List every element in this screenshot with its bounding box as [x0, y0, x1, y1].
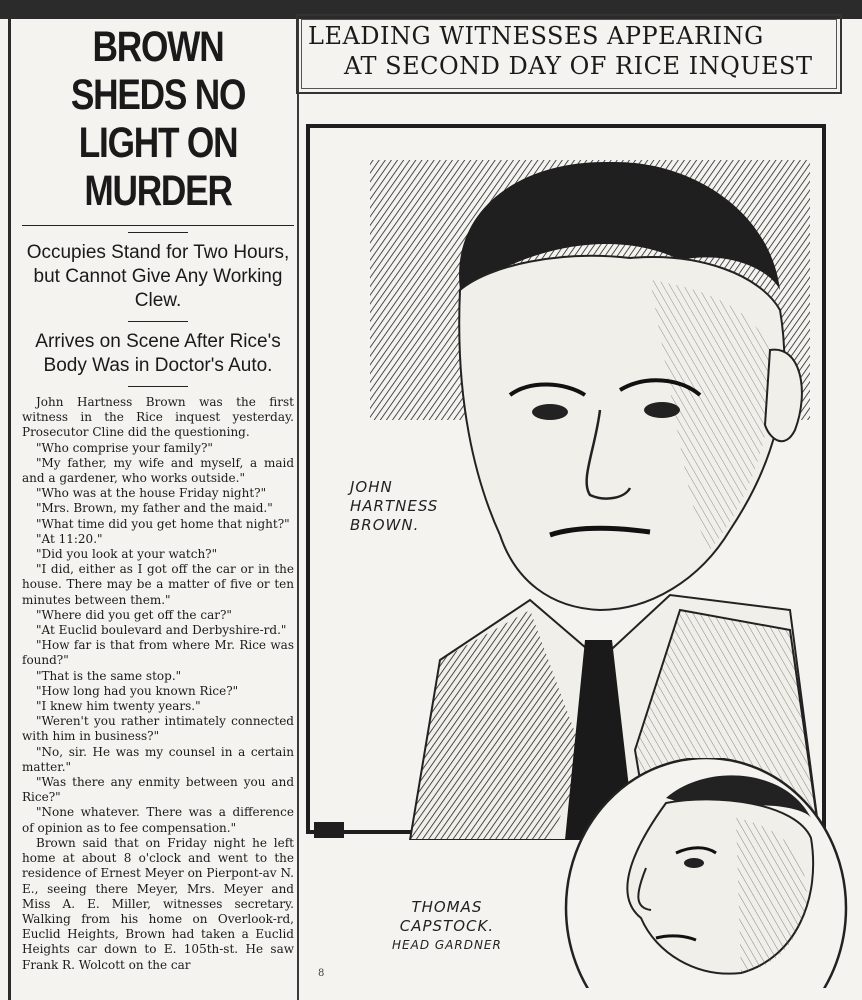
body-paragraph: "Where did you get off the car?": [36, 607, 232, 622]
page-number: 8: [318, 968, 325, 979]
banner-line-2: AT SECOND DAY OF RICE INQUEST: [344, 52, 813, 80]
body-paragraph: "No, sir. He was my counsel in a certain matter.": [22, 744, 294, 774]
body-paragraph: "Was there any enmity between you and Rice?": [22, 775, 294, 805]
caption-line: CAPSTOCK.: [399, 917, 495, 935]
banner-line-1: LEADING WITNESSES APPEARING: [308, 22, 764, 50]
headline-line-2: LIGHT ON MURDER: [78, 119, 238, 215]
body-paragraph: "I knew him twenty years.": [36, 699, 201, 714]
page-left-rule: [8, 19, 11, 1000]
right-eye: [644, 402, 680, 418]
body-paragraph: "Who comprise your family?": [36, 440, 213, 455]
headline-rule: [22, 225, 294, 226]
caption-line: BROWN.: [350, 516, 420, 534]
article-column: [22, 19, 294, 1000]
body-paragraph: "At 11:20.": [36, 531, 103, 546]
column-divider: [297, 19, 299, 1000]
article-headline: [46, 23, 269, 215]
caption-line: HARTNESS: [350, 497, 439, 515]
body-paragraph: "Mrs. Brown, my father and the maid.": [36, 501, 273, 516]
body-paragraph: "Weren't you rather intimately connected with him in business?": [22, 714, 294, 744]
body-paragraph: "How long had you known Rice?": [36, 683, 239, 698]
body-paragraph: John Hartness Brown was the first witness in the Rice inquest yesterday. Prosecutor Cline did the questioning.: [22, 395, 294, 440]
photo-banner: [296, 14, 842, 94]
body-paragraph: "At Euclid boulevard and Derbyshire-rd.": [36, 623, 287, 638]
body-paragraph: Brown said that on Friday night he left home at about 8 o'clock and went to the residence of Ernest Meyer on Pierpont-av N. E., seeing there Meyer, Mrs. Meyer and Miss A. E. Miller, witnesses secretary. Walking from his home on Overlook-rd, Euclid Heights, Brown had taken a Euclid Heights car down to E. 105th-st. He saw Frank R. Wolcott on the car: [22, 835, 294, 972]
caption-line: THOMAS: [411, 898, 483, 916]
body-paragraph: "How far is that from where Mr. Rice was found?": [22, 638, 294, 668]
headline-line-1: BROWN SHEDS NO: [70, 23, 246, 119]
body-paragraph: "Did you look at your watch?": [36, 547, 218, 562]
article-deck-2: Arrives on Scene After Rice's Body Was in Doctor's Auto.: [35, 331, 281, 376]
body-paragraph: "What time did you get home that night?": [36, 516, 290, 531]
deck-rule-top: [128, 232, 188, 233]
body-paragraph: "None whatever. There was a difference of opinion as to fee compensation.": [22, 805, 294, 835]
capstock-eye: [684, 858, 704, 868]
body-paragraph: "That is the same stop.": [36, 668, 182, 683]
article-body: [22, 395, 294, 973]
body-paragraph: "Who was at the house Friday night?": [36, 486, 267, 501]
deck-rule-middle: [128, 321, 188, 322]
left-eye: [532, 404, 568, 420]
capstock-portrait-sketch: [556, 758, 856, 988]
frame-corner-tab: [314, 822, 344, 838]
body-paragraph: "My father, my wife and myself, a maid and a gardener, who works outside.": [22, 455, 294, 486]
article-deck-1: Occupies Stand for Two Hours, but Cannot Give Any Working Clew.: [26, 242, 290, 311]
caption-line: JOHN: [350, 478, 393, 496]
caption-line: HEAD GARDNER: [392, 938, 502, 952]
deck-rule-bottom: [128, 386, 188, 387]
capstock-caption: [392, 898, 502, 955]
body-paragraph: "I did, either as I got off the car or in the house. There may be a matter of five or ten minutes between them.": [22, 562, 294, 607]
brown-caption: [350, 478, 438, 535]
ear-shape: [765, 350, 802, 442]
